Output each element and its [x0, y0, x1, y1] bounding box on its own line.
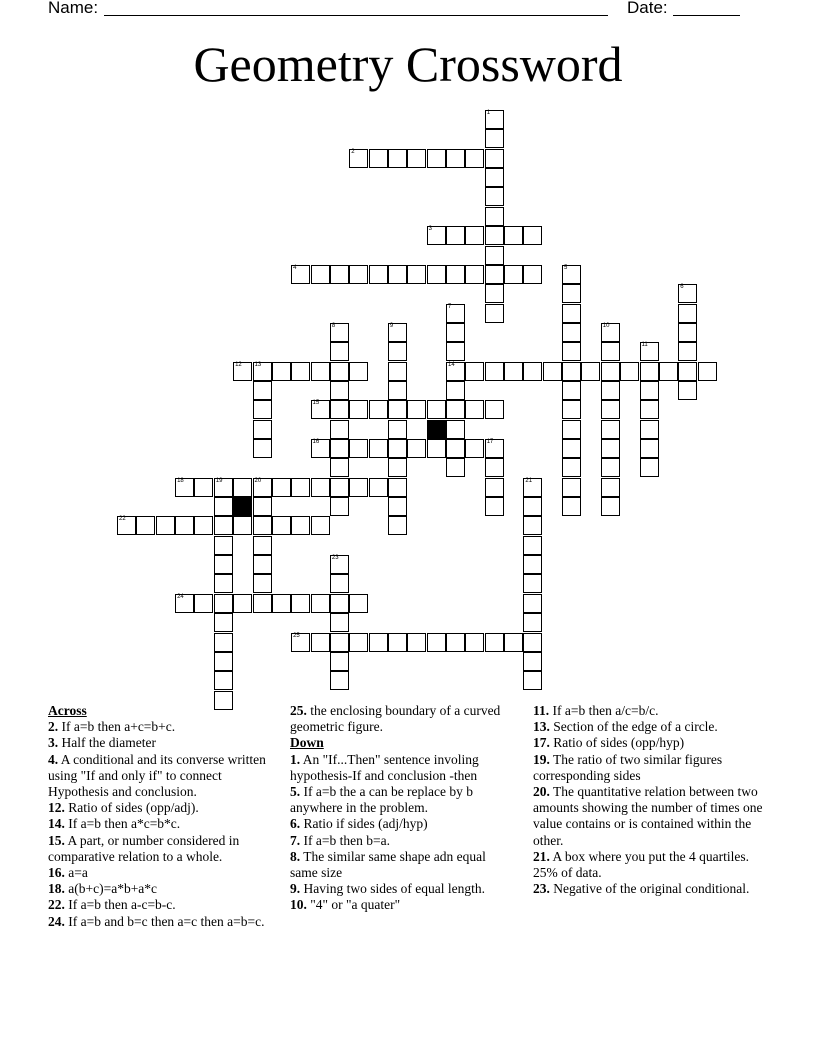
clue-number: 16 [312, 439, 320, 445]
grid-cell[interactable] [446, 420, 465, 439]
grid-cell[interactable] [388, 516, 407, 535]
grid-cell[interactable] [640, 400, 659, 419]
grid-cell[interactable] [678, 304, 697, 323]
grid-cell[interactable] [330, 400, 349, 419]
grid-cell[interactable] [523, 594, 542, 613]
grid-cell[interactable] [523, 652, 542, 671]
down-clue: 17. Ratio of sides (opp/hyp) [533, 735, 685, 751]
grid-cell[interactable] [562, 284, 581, 303]
grid-cell[interactable] [562, 342, 581, 361]
grid-cell[interactable] [388, 439, 407, 458]
grid-cell[interactable] [349, 149, 368, 168]
grid-cell[interactable] [523, 478, 542, 497]
grid-cell[interactable] [601, 420, 620, 439]
clue-number: 24 [177, 593, 184, 600]
grid-cell[interactable] [407, 265, 426, 284]
grid-cell[interactable] [330, 555, 349, 574]
grid-cell[interactable] [427, 633, 446, 652]
grid-cell[interactable] [485, 478, 504, 497]
grid-cell[interactable] [291, 633, 310, 652]
grid-cell[interactable] [620, 362, 639, 381]
grid-cell[interactable] [194, 478, 213, 497]
grid-cell[interactable] [562, 323, 581, 342]
grid-cell[interactable] [253, 400, 272, 419]
grid-cell[interactable] [330, 652, 349, 671]
grid-cell[interactable] [388, 342, 407, 361]
grid-cell[interactable] [601, 497, 620, 516]
grid-cell[interactable] [175, 594, 194, 613]
grid-cell[interactable] [446, 381, 465, 400]
grid-cell[interactable] [485, 633, 504, 652]
grid-cell[interactable] [523, 265, 542, 284]
grid-cell[interactable] [330, 265, 349, 284]
grid-cell[interactable] [523, 671, 542, 690]
grid-cell[interactable] [253, 497, 272, 516]
clue-number: 17 [486, 439, 494, 445]
grid-cell[interactable] [562, 362, 581, 381]
grid-cell[interactable] [427, 149, 446, 168]
grid-cell[interactable] [369, 400, 388, 419]
grid-cell[interactable] [407, 633, 426, 652]
clue-number: 25 [293, 632, 300, 639]
grid-cell[interactable] [311, 633, 330, 652]
grid-cell[interactable] [369, 633, 388, 652]
grid-cell[interactable] [311, 362, 330, 381]
across-heading: Across [48, 703, 87, 718]
grid-cell[interactable] [485, 226, 504, 245]
grid-cell[interactable] [349, 265, 368, 284]
grid-cell[interactable] [291, 516, 310, 535]
grid-cell[interactable] [330, 671, 349, 690]
down-clue: 6. Ratio if sides (adj/hyp) [290, 816, 428, 832]
grid-cell[interactable] [562, 497, 581, 516]
grid-cell[interactable] [214, 516, 233, 535]
clue-number: 20 [254, 477, 262, 484]
grid-cell[interactable] [388, 265, 407, 284]
grid-cell[interactable] [465, 633, 484, 652]
across-clue: 14. If a=b then a*c=b*c. [48, 816, 181, 832]
grid-cell[interactable] [446, 342, 465, 361]
grid-cell[interactable] [407, 439, 426, 458]
grid-cell[interactable] [640, 381, 659, 400]
grid-cell[interactable] [272, 362, 291, 381]
grid-cell[interactable] [272, 516, 291, 535]
grid-cell[interactable] [253, 478, 272, 497]
across-clue: 4. A conditional and its converse written using "If and only if" to connect Hypothesis and conclusion. [48, 751, 266, 800]
grid-cell[interactable] [214, 633, 233, 652]
grid-cell[interactable] [330, 323, 349, 342]
grid-cell[interactable] [194, 594, 213, 613]
grid-cell[interactable] [388, 458, 407, 477]
grid-cell[interactable] [233, 362, 252, 381]
grid-cell[interactable] [388, 149, 407, 168]
clues-column-3 [533, 703, 769, 897]
grid-cell[interactable] [562, 265, 581, 284]
grid-cell[interactable] [349, 439, 368, 458]
grid-cell[interactable] [446, 439, 465, 458]
grid-cell[interactable] [523, 555, 542, 574]
clue-number: 2 [351, 148, 355, 155]
name-label: Name: [48, 0, 99, 17]
grid-cell[interactable] [640, 342, 659, 361]
grid-cell[interactable] [504, 226, 523, 245]
clue-number: 23 [331, 555, 339, 561]
grid-cell[interactable] [311, 265, 330, 284]
grid-cell[interactable] [678, 342, 697, 361]
clue-number: 10 [602, 322, 610, 329]
grid-cell[interactable] [465, 226, 484, 245]
grid-cell[interactable] [253, 516, 272, 535]
grid-cell[interactable] [523, 226, 542, 245]
grid-cell[interactable] [117, 516, 136, 535]
grid-cell[interactable] [485, 497, 504, 516]
grid-cell[interactable] [330, 613, 349, 632]
grid-cell[interactable] [446, 226, 465, 245]
down-clue: 5. If a=b the a can be replace by b anywhere in the problem. [290, 784, 474, 816]
clue-number: 15 [312, 400, 320, 407]
grid-cell[interactable] [446, 323, 465, 342]
across-clue: 25. the enclosing boundary of a curved geometric figure. [290, 703, 501, 735]
grid-cell[interactable] [601, 323, 620, 342]
grid-cell[interactable] [678, 362, 697, 381]
grid-cell[interactable] [233, 516, 252, 535]
grid-cell[interactable] [562, 304, 581, 323]
grid-cell[interactable] [485, 246, 504, 265]
grid-cell[interactable] [601, 400, 620, 419]
grid-cell[interactable] [465, 149, 484, 168]
grid-cell[interactable] [272, 478, 291, 497]
across-clue: 15. A part, or number considered in comparative relation to a whole. [48, 832, 240, 864]
grid-cell[interactable] [330, 497, 349, 516]
down-clue: 8. The similar same shape adn equal same size [290, 848, 486, 881]
grid-cell[interactable] [349, 633, 368, 652]
grid-cell[interactable] [330, 478, 349, 497]
clue-number: 21 [525, 477, 533, 484]
grid-cell[interactable] [485, 304, 504, 323]
grid-cell[interactable] [562, 458, 581, 477]
grid-cell[interactable] [388, 362, 407, 381]
grid-cell[interactable] [369, 149, 388, 168]
grid-cell[interactable] [601, 458, 620, 477]
grid-cell[interactable] [485, 400, 504, 419]
grid-cell[interactable] [485, 110, 504, 129]
clue-number: 18 [177, 477, 184, 484]
grid-cell[interactable] [369, 478, 388, 497]
grid-cell[interactable] [253, 555, 272, 574]
grid-cell[interactable] [407, 400, 426, 419]
grid-cell[interactable] [562, 478, 581, 497]
grid-cell[interactable] [485, 207, 504, 226]
down-clue: 23. Negative of the original conditional. [533, 881, 750, 897]
down-clue: 9. Having two sides of equal length. [290, 881, 485, 897]
grid-cell[interactable] [446, 362, 465, 381]
grid-cell[interactable] [175, 478, 194, 497]
grid-cell[interactable] [446, 304, 465, 323]
down-clue: 13. Section of the edge of a circle. [533, 719, 718, 735]
grid-cell[interactable] [388, 633, 407, 652]
grid-cell[interactable] [485, 129, 504, 148]
grid-cell[interactable] [330, 420, 349, 439]
clue-number: 3 [428, 226, 432, 233]
down-clue: 20. The quantitative relation between two amounts showing the number of times one value contains or is contained within the other. [533, 784, 763, 848]
grid-cell[interactable] [523, 613, 542, 632]
grid-cell[interactable] [504, 265, 523, 284]
grid-cell[interactable] [465, 265, 484, 284]
grid-cell[interactable] [581, 362, 600, 381]
down-heading: Down [290, 735, 324, 751]
across-clue: 2. If a=b then a+c=b+c. [48, 719, 176, 735]
grid-cell[interactable] [311, 516, 330, 535]
grid-cell[interactable] [349, 478, 368, 497]
grid-cell[interactable] [523, 536, 542, 555]
grid-cell[interactable] [640, 362, 659, 381]
grid-cell[interactable] [388, 381, 407, 400]
down-clue: 11. If a=b then a/c=b/c. [533, 703, 659, 718]
date-label: Date: [627, 0, 668, 17]
grid-cell[interactable] [485, 439, 504, 458]
grid-cell[interactable] [214, 574, 233, 593]
grid-cell[interactable] [465, 400, 484, 419]
blocked-cell [427, 420, 446, 439]
grid-cell[interactable] [562, 400, 581, 419]
grid-cell[interactable] [330, 458, 349, 477]
grid-cell[interactable] [659, 362, 678, 381]
grid-cell[interactable] [214, 594, 233, 613]
clue-number: 11 [641, 342, 648, 349]
down-clue: 7. If a=b then b=a. [290, 832, 390, 848]
page-title: Geometry Crossword [193, 36, 623, 92]
grid-cell[interactable] [427, 226, 446, 245]
grid-cell[interactable] [678, 323, 697, 342]
grid-cell[interactable] [330, 381, 349, 400]
grid-cell[interactable] [388, 400, 407, 419]
grid-cell[interactable] [291, 594, 310, 613]
grid-cell[interactable] [388, 420, 407, 439]
grid-cell[interactable] [446, 149, 465, 168]
across-clue: 18. a(b+c)=a*b+a*c [48, 881, 158, 897]
down-clue: 1. An "If...Then" sentence involing hypothesis-If and conclusion -then [290, 751, 479, 783]
grid-cell[interactable] [330, 594, 349, 613]
grid-cell[interactable] [349, 400, 368, 419]
clue-number: 1 [486, 110, 491, 116]
grid-cell[interactable] [253, 362, 272, 381]
grid-cell[interactable] [562, 420, 581, 439]
clue-number: 13 [254, 361, 262, 368]
grid-cell[interactable] [562, 381, 581, 400]
grid-cell[interactable] [330, 439, 349, 458]
grid-cell[interactable] [640, 439, 659, 458]
grid-cell[interactable] [253, 574, 272, 593]
grid-cell[interactable] [311, 478, 330, 497]
grid-cell[interactable] [214, 497, 233, 516]
grid-cell[interactable] [349, 362, 368, 381]
grid-cell[interactable] [601, 342, 620, 361]
grid-cell[interactable] [136, 516, 155, 535]
grid-cell[interactable] [562, 439, 581, 458]
grid-cell[interactable] [330, 342, 349, 361]
across-clue: 22. If a=b then a-c=b-c. [48, 897, 176, 913]
clue-number: 8 [331, 322, 336, 329]
grid-cell[interactable] [465, 439, 484, 458]
grid-cell[interactable] [523, 497, 542, 516]
grid-cell[interactable] [678, 381, 697, 400]
grid-cell[interactable] [330, 574, 349, 593]
clue-number: 7 [448, 303, 452, 310]
grid-cell[interactable] [407, 149, 426, 168]
grid-cell[interactable] [311, 400, 330, 419]
grid-cell[interactable] [640, 458, 659, 477]
down-clue: 21. A box where you put the 4 quartiles. 25% of data. [533, 848, 749, 881]
grid-cell[interactable] [214, 478, 233, 497]
grid-cell[interactable] [194, 516, 213, 535]
across-clue: 12. Ratio of sides (opp/adj). [48, 800, 199, 816]
grid-cell[interactable] [156, 516, 175, 535]
down-clue: 19. The ratio of two similar figures corresponding sides [533, 751, 723, 783]
grid-cell[interactable] [311, 594, 330, 613]
clue-number: 19 [215, 477, 223, 484]
grid-cell[interactable] [233, 594, 252, 613]
blocked-cell [233, 497, 252, 516]
grid-cell[interactable] [485, 284, 504, 303]
grid-cell[interactable] [601, 478, 620, 497]
clue-number: 9 [389, 322, 394, 329]
grid-cell[interactable] [253, 439, 272, 458]
grid-cell[interactable] [291, 362, 310, 381]
grid-cell[interactable] [504, 633, 523, 652]
grid-cell[interactable] [523, 516, 542, 535]
grid-cell[interactable] [523, 362, 542, 381]
clue-number: 22 [119, 516, 126, 523]
grid-cell[interactable] [253, 536, 272, 555]
grid-cell[interactable] [485, 458, 504, 477]
grid-cell[interactable] [330, 633, 349, 652]
grid-cell[interactable] [504, 362, 523, 381]
grid-cell[interactable] [485, 149, 504, 168]
grid-cell[interactable] [388, 323, 407, 342]
grid-cell[interactable] [291, 265, 310, 284]
grid-cell[interactable] [485, 187, 504, 206]
across-clue: 3. Half the diameter [48, 735, 156, 751]
grid-cell[interactable] [253, 420, 272, 439]
grid-cell[interactable] [446, 633, 465, 652]
grid-cell[interactable] [214, 613, 233, 632]
clue-number: 12 [235, 361, 242, 368]
clues-column-2 [290, 703, 506, 914]
grid-cell[interactable] [369, 439, 388, 458]
grid-cell[interactable] [427, 265, 446, 284]
grid-cell[interactable] [388, 478, 407, 497]
grid-cell[interactable] [291, 478, 310, 497]
clue-number: 6 [680, 284, 684, 291]
grid-cell[interactable] [485, 168, 504, 187]
grid-cell[interactable] [446, 458, 465, 477]
down-clue: 10. "4" or "a quater" [290, 897, 401, 913]
grid-cell[interactable] [601, 362, 620, 381]
grid-cell[interactable] [233, 478, 252, 497]
clue-number: 4 [293, 264, 297, 271]
grid-cell[interactable] [485, 265, 504, 284]
grid-cell[interactable] [214, 555, 233, 574]
grid-cell[interactable] [523, 633, 542, 652]
grid-cell[interactable] [214, 536, 233, 555]
across-clue: 16. a=a [48, 865, 88, 881]
grid-cell[interactable] [446, 400, 465, 419]
grid-cell[interactable] [214, 652, 233, 671]
grid-cell[interactable] [446, 265, 465, 284]
clues-column-1 [48, 703, 280, 930]
grid-cell[interactable] [640, 420, 659, 439]
grid-cell[interactable] [427, 400, 446, 419]
grid-cell[interactable] [601, 381, 620, 400]
grid-cell[interactable] [330, 362, 349, 381]
clue-number: 14 [448, 361, 455, 368]
grid-cell[interactable] [601, 439, 620, 458]
grid-cell[interactable] [543, 362, 562, 381]
grid-cell[interactable] [349, 594, 368, 613]
grid-cell[interactable] [253, 594, 272, 613]
grid-cell[interactable] [523, 574, 542, 593]
grid-cell[interactable] [214, 671, 233, 690]
grid-cell[interactable] [465, 362, 484, 381]
grid-cell[interactable] [253, 381, 272, 400]
grid-cell[interactable] [272, 594, 291, 613]
grid-cell[interactable] [698, 362, 717, 381]
across-clue: 24. If a=b and b=c then a=c then a=b=c. [48, 913, 265, 929]
grid-cell[interactable] [369, 265, 388, 284]
grid-cell[interactable] [485, 362, 504, 381]
clue-number: 5 [564, 264, 568, 271]
grid-cell[interactable] [175, 516, 194, 535]
grid-cell[interactable] [427, 439, 446, 458]
grid-cell[interactable] [388, 497, 407, 516]
grid-cell[interactable] [678, 284, 697, 303]
grid-cell[interactable] [311, 439, 330, 458]
